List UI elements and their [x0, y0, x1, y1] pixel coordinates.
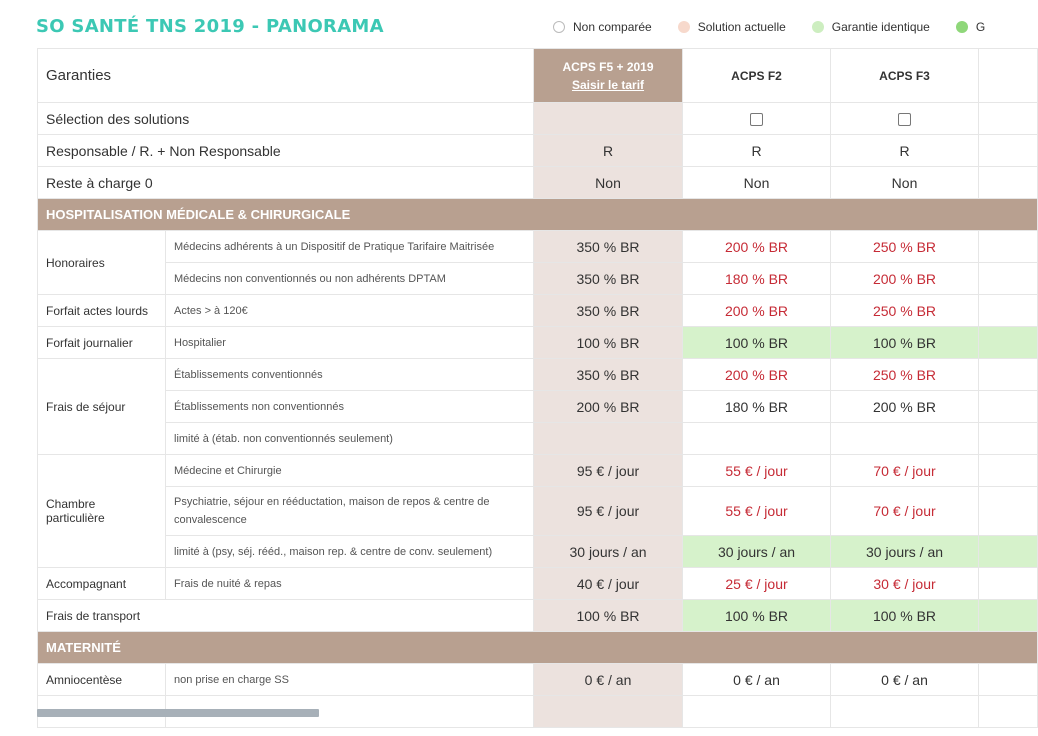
circle-peach-icon [678, 21, 690, 33]
section-title: MATERNITÉ [38, 632, 1038, 664]
value-cell: 350 % BR [534, 359, 683, 391]
table-row [38, 487, 1038, 536]
circle-light-green-icon [812, 21, 824, 33]
value-cell [979, 423, 1038, 455]
value-cell [979, 536, 1038, 568]
value-cell [534, 103, 683, 135]
sub-label: non prise en charge SS [166, 664, 534, 696]
value-cell: 250 % BR [831, 295, 979, 327]
table-row [38, 263, 1038, 295]
value-cell [979, 455, 1038, 487]
row-label: Reste à charge 0 [38, 167, 534, 199]
section-header-hospitalisation [38, 199, 1038, 231]
table-row [38, 295, 1038, 327]
value-cell: 200 % BR [534, 391, 683, 423]
group-label: Amniocentèse [38, 664, 166, 696]
value-cell: 100 % BR [683, 600, 831, 632]
value-cell: 250 % BR [831, 231, 979, 263]
table-row [38, 423, 1038, 455]
sub-label: Psychiatrie, séjour en rééductation, maison de repos & centre de convalescence [166, 487, 534, 536]
sub-label: Frais de nuité & repas [166, 568, 534, 600]
value-cell [979, 135, 1038, 167]
plan-header-f3: ACPS F3 [831, 49, 979, 103]
value-cell [831, 423, 979, 455]
value-cell: 100 % BR [534, 327, 683, 359]
legend-item-current [678, 20, 786, 34]
table-row [38, 568, 1038, 600]
select-cell [831, 103, 979, 135]
row-label: Sélection des solutions [38, 103, 534, 135]
value-cell: 100 % BR [683, 327, 831, 359]
comparison-table-container[interactable] [37, 48, 978, 708]
table-row [38, 359, 1038, 391]
value-cell [979, 600, 1038, 632]
sub-label: Établissements conventionnés [166, 359, 534, 391]
guarantees-header: Garanties [38, 49, 534, 103]
value-cell [534, 423, 683, 455]
group-label: Frais de transport [38, 600, 534, 632]
table-row [38, 536, 1038, 568]
table-row [38, 103, 1038, 135]
legend-item-not-compared [553, 20, 652, 34]
value-cell: R [831, 135, 979, 167]
value-cell: Non [683, 167, 831, 199]
value-cell: 0 € / an [534, 664, 683, 696]
legend-label: Solution actuelle [697, 20, 786, 34]
value-cell [683, 696, 831, 728]
value-cell: R [534, 135, 683, 167]
sub-label: Médecins adhérents à un Dispositif de Pratique Tarifaire Maitrisée [166, 231, 534, 263]
group-label: Forfait journalier [38, 327, 166, 359]
value-cell [979, 664, 1038, 696]
sub-label: limité à (étab. non conventionnés seulement) [166, 423, 534, 455]
enter-rate-link[interactable]: Saisir le tarif [571, 77, 645, 92]
section-header-maternite [38, 632, 1038, 664]
value-cell: 180 % BR [683, 263, 831, 295]
value-cell: 30 jours / an [831, 536, 979, 568]
legend-item-better [956, 20, 985, 34]
value-cell: 55 € / jour [683, 487, 831, 536]
legend-label: Garantie identique [831, 20, 930, 34]
table-row [38, 327, 1038, 359]
value-cell: 55 € / jour [683, 455, 831, 487]
legend [553, 20, 1011, 34]
value-cell [979, 568, 1038, 600]
page-title: SO SANTÉ TNS 2019 - PANORAMA [36, 16, 384, 37]
value-cell [979, 231, 1038, 263]
value-cell: 25 € / jour [683, 568, 831, 600]
value-cell [979, 696, 1038, 728]
value-cell: 0 € / an [831, 664, 979, 696]
value-cell: 200 % BR [683, 295, 831, 327]
value-cell: 30 € / jour [831, 568, 979, 600]
value-cell: R [683, 135, 831, 167]
comparison-table [37, 48, 1038, 728]
plan-header-f2: ACPS F2 [683, 49, 831, 103]
group-label: Accompagnant [38, 568, 166, 600]
value-cell: 100 % BR [534, 600, 683, 632]
circle-outline-icon [553, 21, 565, 33]
group-label: Chambre particulière [38, 455, 166, 568]
value-cell [979, 103, 1038, 135]
value-cell: 200 % BR [831, 391, 979, 423]
sub-label: Hospitalier [166, 327, 534, 359]
value-cell [979, 359, 1038, 391]
value-cell: Non [831, 167, 979, 199]
group-label: Frais de séjour [38, 359, 166, 455]
table-row [38, 664, 1038, 696]
value-cell: 350 % BR [534, 295, 683, 327]
select-cell [683, 103, 831, 135]
table-row [38, 600, 1038, 632]
row-label: Responsable / R. + Non Responsable [38, 135, 534, 167]
legend-label: Non comparée [573, 20, 652, 34]
value-cell [979, 391, 1038, 423]
value-cell [683, 423, 831, 455]
value-cell: 70 € / jour [831, 487, 979, 536]
table-row [38, 135, 1038, 167]
value-cell: 100 % BR [831, 327, 979, 359]
horizontal-scrollbar[interactable] [37, 709, 319, 717]
sub-label: Médecine et Chirurgie [166, 455, 534, 487]
legend-item-identical [812, 20, 930, 34]
selected-plan-header [534, 49, 683, 103]
value-cell [979, 487, 1038, 536]
value-cell [979, 263, 1038, 295]
table-row [38, 455, 1038, 487]
value-cell: 180 % BR [683, 391, 831, 423]
value-cell: 350 % BR [534, 263, 683, 295]
value-cell [979, 295, 1038, 327]
value-cell: 250 % BR [831, 359, 979, 391]
value-cell [979, 327, 1038, 359]
value-cell: Non [534, 167, 683, 199]
value-cell: 30 jours / an [683, 536, 831, 568]
value-cell: 30 jours / an [534, 536, 683, 568]
value-cell: 100 % BR [831, 600, 979, 632]
section-title: HOSPITALISATION MÉDICALE & CHIRURGICALE [38, 199, 1038, 231]
select-checkbox-f2[interactable] [750, 113, 763, 126]
sub-label: limité à (psy, séj. rééd., maison rep. & centre de conv. seulement) [166, 536, 534, 568]
value-cell [979, 167, 1038, 199]
table-row [38, 391, 1038, 423]
value-cell [534, 696, 683, 728]
sub-label: Actes > à 120€ [166, 295, 534, 327]
selected-plan-name: ACPS F5 + 2019 [562, 59, 654, 74]
circle-green-icon [956, 21, 968, 33]
plan-header-next [979, 49, 1038, 103]
sub-label: Médecins non conventionnés ou non adhérents DPTAM [166, 263, 534, 295]
value-cell: 95 € / jour [534, 455, 683, 487]
table-row [38, 167, 1038, 199]
legend-label: G [975, 20, 986, 34]
group-label: Forfait actes lourds [38, 295, 166, 327]
table-header-row [38, 49, 1038, 103]
value-cell: 200 % BR [683, 231, 831, 263]
value-cell: 95 € / jour [534, 487, 683, 536]
value-cell: 200 % BR [683, 359, 831, 391]
value-cell: 40 € / jour [534, 568, 683, 600]
value-cell: 70 € / jour [831, 455, 979, 487]
select-checkbox-f3[interactable] [898, 113, 911, 126]
table-row [38, 231, 1038, 263]
group-label: Honoraires [38, 231, 166, 295]
value-cell: 0 € / an [683, 664, 831, 696]
value-cell [831, 696, 979, 728]
sub-label: Établissements non conventionnés [166, 391, 534, 423]
value-cell: 350 % BR [534, 231, 683, 263]
value-cell: 200 % BR [831, 263, 979, 295]
